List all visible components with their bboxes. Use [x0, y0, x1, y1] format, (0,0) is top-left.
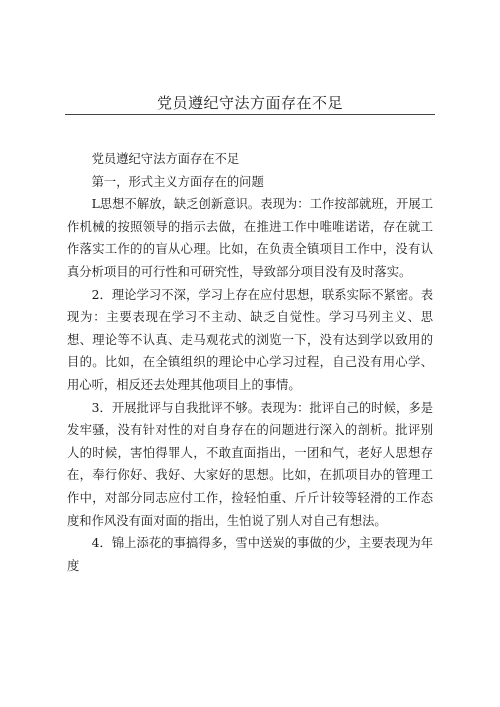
paragraph-item-2: 2．理论学习不深，学习上存在应付思想，联系实际不紧密。表现为：主要表现在学习不主动、缺乏自觉性。学习马列主义、思想、理论等不认真、走马观花式的浏览一下，没有达到学以致用的目的。比如，在全镇组织的理论中心学习过程，自己没有用心学、用心听，相反还去处理其他项目上的事情。 [67, 287, 433, 392]
paragraph-item-4: 4．锦上添花的事搞得多，雪中送炭的事做的少，主要表现为年度 [67, 536, 433, 573]
title-divider [65, 114, 435, 115]
paragraph-item-3: 3．开展批评与自我批评不够。表现为：批评自己的时候，多是发牢骚，没有针对性的对自身存在的问题进行深入的剖析。批评别人的时候，害怕得罪人，不敢直面指出，一团和气，老好人思想存在，奉行你好、我好、大家好的思想。比如，在抓项目办的管理工作中，对部分同志应付工作，捡轻怕重、斤斤计较等轻滑的工作态度和作风没有面对面的指出，生怕说了别人对自己有想法。 [67, 400, 433, 528]
paragraph-section-heading: 第一，形式主义方面存在的问题 [91, 174, 264, 189]
paragraph-item-1: L思想不解放，缺乏创新意识。表现为：工作按部就班，开展工作机械的按照领导的指示去做，在推进工作中唯唯诺诺，存在就工作落实工作的的盲从心理。比如，在负责全镇项目工作中，没有认真分析项目的可行性和可研究性，导致部分项目没有及时落实。 [67, 197, 433, 279]
page-title: 党员遵纪守法方面存在不足 [156, 94, 343, 112]
document-body [67, 148, 433, 577]
paragraph-subtitle: 党员遵纪守法方面存在不足 [91, 152, 240, 166]
